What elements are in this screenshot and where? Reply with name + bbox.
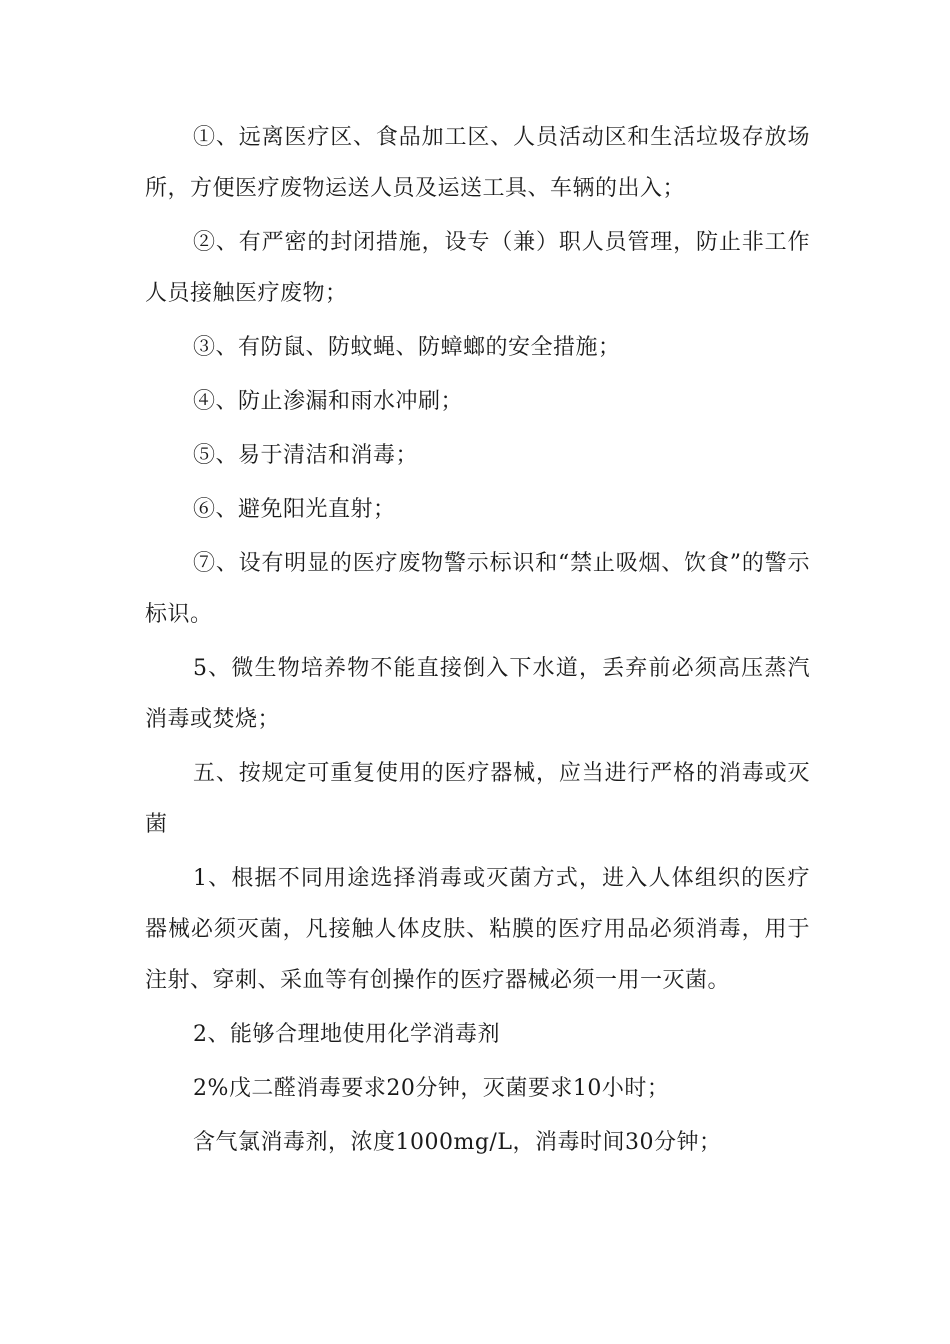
paragraph-leak-prevention: ④、防止渗漏和雨水冲刷； <box>193 389 464 414</box>
paragraph-storage-location: ①、远离医疗区、食品加工区、人员活动区和生活垃圾存放场所，方便医疗废物运送人员及运送工具、车辆的出入； <box>145 125 810 201</box>
paragraph-pest-control: ③、有防鼠、防蚊蝇、防蟑螂的安全措施； <box>193 335 621 360</box>
paragraph-glutaraldehyde: 2%戊二醛消毒要求20分钟，灭菌要求10小时； <box>193 1076 670 1101</box>
paragraph-disinfection-method: 1、根据不同用途选择消毒或灭菌方式，进入人体组织的医疗器械必须灭菌，凡接触人体皮肤、粘膜的医疗用品必须消毒，用于注射、穿刺、采血等有创操作的医疗器械必须一用一灭菌。 <box>145 866 810 993</box>
paragraph-chlorine: 含气氯消毒剂，浓度1000mg/L，消毒时间30分钟； <box>193 1130 722 1155</box>
paragraph-closed-management: ②、有严密的封闭措施，设专（兼）职人员管理，防止非工作人员接触医疗废物； <box>145 230 810 306</box>
section-heading-reusable-devices: 五、按规定可重复使用的医疗器械，应当进行严格的消毒或灭菌 <box>145 761 810 837</box>
paragraph-sunlight: ⑥、避免阳光直射； <box>193 497 396 522</box>
document-body <box>145 112 810 1168</box>
paragraph-warning-signs: ⑦、设有明显的医疗废物警示标识和“禁止吸烟、饮食”的警示标识。 <box>145 551 810 627</box>
paragraph-microbial-culture: 5、微生物培养物不能直接倒入下水道，丢弃前必须高压蒸汽消毒或焚烧； <box>145 656 810 732</box>
paragraph-cleaning: ⑤、易于清洁和消毒； <box>193 443 419 468</box>
paragraph-chemical-disinfectant: 2、能够合理地使用化学消毒剂 <box>193 1022 500 1047</box>
